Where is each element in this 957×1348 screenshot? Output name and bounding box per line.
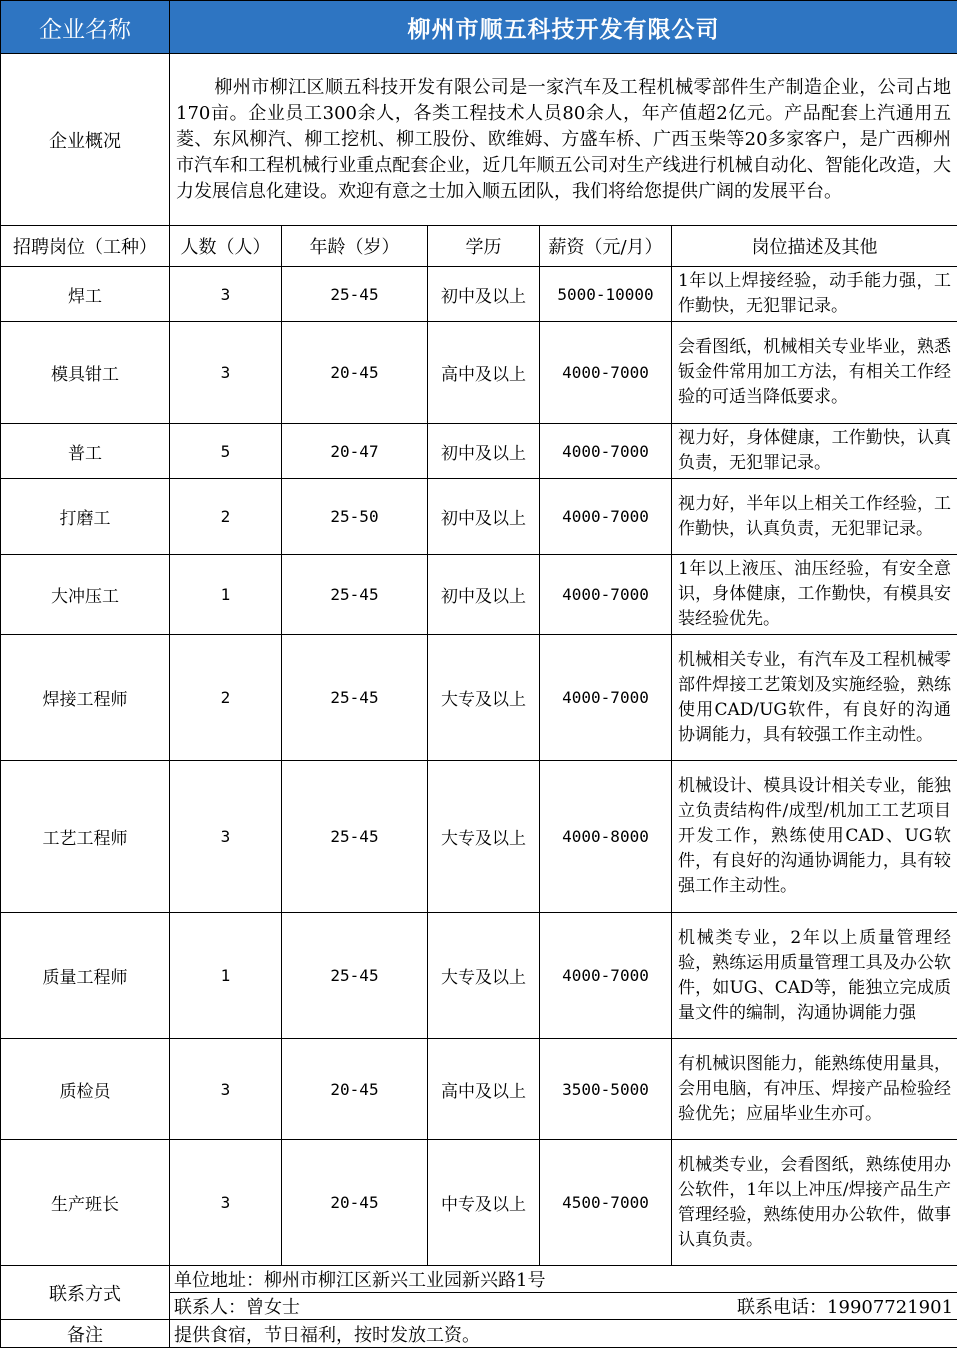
job-count: 3: [170, 1140, 282, 1266]
job-age: 20-45: [282, 1140, 428, 1266]
job-position: 生产班长: [1, 1140, 170, 1266]
column-header-row: [1, 226, 957, 267]
job-row: [1, 322, 957, 424]
job-position: 打磨工: [1, 479, 170, 555]
job-count: 2: [170, 479, 282, 555]
job-row: [1, 913, 957, 1039]
job-position: 大冲压工: [1, 555, 170, 635]
col-education: 学历: [428, 226, 540, 267]
contact-person: 联系人：曾女士: [174, 1293, 300, 1319]
job-position: 模具钳工: [1, 322, 170, 424]
job-count: 3: [170, 267, 282, 322]
contact-label: 联系方式: [1, 1266, 170, 1320]
job-education: 初中及以上: [428, 479, 540, 555]
col-position: 招聘岗位（工种）: [1, 226, 170, 267]
job-salary: 4000-7000: [540, 479, 672, 555]
note-label: 备注: [1, 1320, 170, 1348]
overview-label: 企业概况: [1, 54, 170, 226]
col-count: 人数（人）: [170, 226, 282, 267]
job-salary: 4000-8000: [540, 761, 672, 913]
job-description: 视力好，身体健康，工作勤快，认真负责，无犯罪记录。: [672, 424, 957, 479]
company-name: 柳州市顺五科技开发有限公司: [170, 1, 957, 54]
job-education: 初中及以上: [428, 424, 540, 479]
job-education: 大专及以上: [428, 761, 540, 913]
job-description: 会看图纸，机械相关专业毕业，熟悉钣金件常用加工方法，有相关工作经验的可适当降低要求。: [672, 322, 957, 424]
job-count: 3: [170, 761, 282, 913]
job-count: 1: [170, 555, 282, 635]
job-age: 25-45: [282, 913, 428, 1039]
job-age: 25-50: [282, 479, 428, 555]
job-description: 视力好，半年以上相关工作经验，工作勤快，认真负责，无犯罪记录。: [672, 479, 957, 555]
company-header-row: [1, 1, 957, 54]
job-education: 高中及以上: [428, 322, 540, 424]
job-position: 焊工: [1, 267, 170, 322]
note-row: [1, 1320, 957, 1348]
job-description: 1年以上焊接经验，动手能力强，工作勤快，无犯罪记录。: [672, 267, 957, 322]
job-description: 1年以上液压、油压经验，有安全意识，身体健康，工作勤快，有模具安装经验优先。: [672, 555, 957, 635]
overview-body: 柳州市柳江区顺五科技开发有限公司是一家汽车及工程机械零部件生产制造企业，公司占地170亩。企业员工300余人，各类工程技术人员80余人，年产值超2亿元。产品配套上汽通用五菱、东风柳汽、柳工挖机、柳工股份、欧维姆、方盛车桥、广西玉柴等20多家客户，是广西柳州市汽车和工程机械行业重点配套企业，近几年顺五公司对生产线进行机械自动化、智能化改造，大力发展信息化建设。欢迎有意之士加入顺五团队，我们将给您提供广阔的发展平台。: [176, 77, 951, 202]
col-salary: 薪资（元/月）: [540, 226, 672, 267]
job-age: 20-45: [282, 322, 428, 424]
contact-address: 单位地址：柳州市柳江区新兴工业园新兴路1号: [170, 1266, 957, 1293]
job-count: 5: [170, 424, 282, 479]
job-description: 机械类专业，会看图纸，熟练使用办公软件，1年以上冲压/焊接产品生产管理经验，熟练使用办公软件，做事认真负责。: [672, 1140, 957, 1266]
col-age: 年龄（岁）: [282, 226, 428, 267]
job-position: 工艺工程师: [1, 761, 170, 913]
job-education: 初中及以上: [428, 555, 540, 635]
job-row: [1, 1140, 957, 1266]
contact-person-phone: [170, 1293, 957, 1320]
job-age: 25-45: [282, 635, 428, 761]
job-position: 普工: [1, 424, 170, 479]
job-position: 质检员: [1, 1039, 170, 1140]
job-row: [1, 635, 957, 761]
contact-phone: 联系电话：19907721901: [737, 1293, 953, 1319]
col-description: 岗位描述及其他: [672, 226, 957, 267]
job-education: 中专及以上: [428, 1140, 540, 1266]
job-count: 2: [170, 635, 282, 761]
job-row: [1, 1039, 957, 1140]
note-text: 提供食宿，节日福利，按时发放工资。: [170, 1320, 957, 1348]
job-row: [1, 761, 957, 913]
job-education: 初中及以上: [428, 267, 540, 322]
job-education: 大专及以上: [428, 635, 540, 761]
job-salary: 4000-7000: [540, 555, 672, 635]
job-age: 25-45: [282, 267, 428, 322]
overview-row: [1, 54, 957, 226]
job-age: 20-47: [282, 424, 428, 479]
company-name-label: 企业名称: [1, 1, 170, 54]
job-row: [1, 424, 957, 479]
job-description: 有机械识图能力，能熟练使用量具，会用电脑，有冲压、焊接产品检验经验优先；应届毕业生亦可。: [672, 1039, 957, 1140]
job-salary: 5000-10000: [540, 267, 672, 322]
job-row: [1, 555, 957, 635]
job-description: 机械相关专业，有汽车及工程机械零部件焊接工艺策划及实施经验，熟练使用CAD/UG软件，有良好的沟通协调能力，具有较强工作主动性。: [672, 635, 957, 761]
job-education: 高中及以上: [428, 1039, 540, 1140]
job-position: 焊接工程师: [1, 635, 170, 761]
job-education: 大专及以上: [428, 913, 540, 1039]
overview-text: [170, 54, 957, 226]
job-row: [1, 479, 957, 555]
job-row: [1, 267, 957, 322]
job-salary: 3500-5000: [540, 1039, 672, 1140]
job-salary: 4000-7000: [540, 635, 672, 761]
job-age: 25-45: [282, 555, 428, 635]
job-salary: 4000-7000: [540, 424, 672, 479]
job-description: 机械设计、模具设计相关专业，能独立负责结构件/成型/机加工工艺项目开发工作，熟练使用CAD、UG软件，有良好的沟通协调能力，具有较强工作主动性。: [672, 761, 957, 913]
job-salary: 4000-7000: [540, 913, 672, 1039]
job-salary: 4500-7000: [540, 1140, 672, 1266]
job-count: 1: [170, 913, 282, 1039]
job-position: 质量工程师: [1, 913, 170, 1039]
job-age: 20-45: [282, 1039, 428, 1140]
contact-row: [1, 1266, 957, 1293]
job-description: 机械类专业，2年以上质量管理经验，熟练运用质量管理工具及办公软件，如UG、CAD等，能独立完成质量文件的编制，沟通协调能力强: [672, 913, 957, 1039]
job-age: 25-45: [282, 761, 428, 913]
job-count: 3: [170, 1039, 282, 1140]
job-count: 3: [170, 322, 282, 424]
job-salary: 4000-7000: [540, 322, 672, 424]
